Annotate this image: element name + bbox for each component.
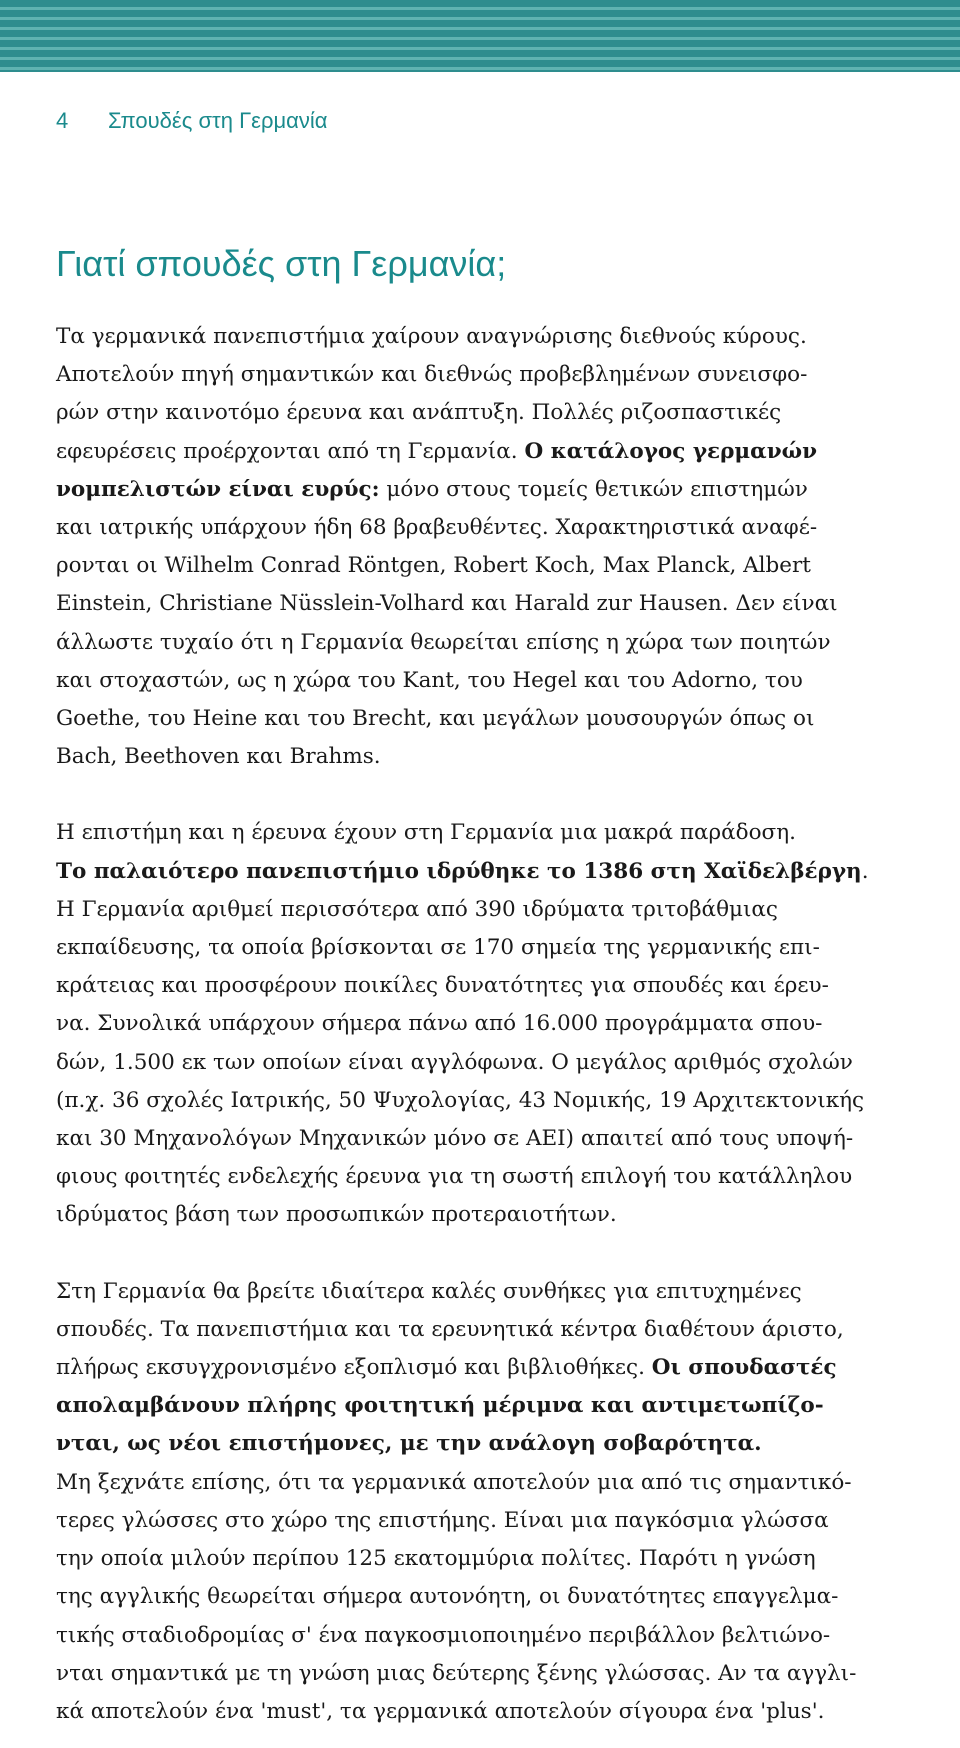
text-run: ιδρύματος βάση των προσωπικών προτεραιοτήτων. bbox=[56, 1202, 617, 1228]
paragraph bbox=[56, 318, 926, 776]
body-text bbox=[56, 318, 926, 1731]
text-run: να. Συνολικά υπάρχουν σήμερα πάνω από 16.000 προγράμματα σπου- bbox=[56, 1011, 823, 1037]
text-run: κά αποτελούν ένα 'must', τα γερμανικά αποτελούν σίγουρα ένα 'plus'. bbox=[56, 1698, 825, 1724]
text-run: μόνο στους τομείς θετικών επιστημών bbox=[379, 476, 808, 502]
text-line bbox=[56, 891, 926, 929]
text-run: της αγγλικής θεωρείται σήμερα αυτονόητη, οι δυνατότητες επαγγελμα- bbox=[56, 1584, 839, 1610]
text-line bbox=[56, 1082, 926, 1120]
text-run: τερες γλώσσες στο χώρο της επιστήμης. Είναι μια παγκόσμια γλώσσα bbox=[56, 1507, 829, 1533]
text-line bbox=[56, 1655, 926, 1693]
text-line bbox=[56, 967, 926, 1005]
bold-run: Ο κατάλογος γερμανών bbox=[524, 438, 817, 464]
running-title: Σπουδές στη Γερμανία bbox=[108, 108, 328, 133]
bold-run: Οι σπουδαστές bbox=[651, 1355, 837, 1381]
bold-run: Το παλαιότερο πανεπιστήμιο ιδρύθηκε το 1386 στη Χαϊδελβέργη bbox=[56, 858, 862, 884]
text-line bbox=[56, 509, 926, 547]
text-run: Η επιστήμη και η έρευνα έχουν στη Γερμανία μια μακρά παράδοση. bbox=[56, 820, 796, 846]
text-line bbox=[56, 1464, 926, 1502]
text-run: . bbox=[861, 858, 869, 884]
text-line bbox=[56, 1120, 926, 1158]
text-run: και 30 Μηχανολόγων Μηχανικών μόνο σε ΑΕΙ) απαιτεί από τους υποψή- bbox=[56, 1126, 854, 1152]
text-run: εφευρέσεις προέρχονται από τη Γερμανία. bbox=[56, 438, 525, 464]
header-stripe-band bbox=[0, 0, 960, 72]
paragraph bbox=[56, 1273, 926, 1731]
text-line bbox=[56, 547, 926, 585]
text-run: Αποτελούν πηγή σημαντικών και διεθνώς προβεβλημένων συνεισφο- bbox=[56, 362, 808, 388]
chapter-title: Γιατί σπουδές στη Γερμανία; bbox=[56, 243, 507, 284]
text-line bbox=[56, 394, 926, 432]
text-line bbox=[56, 1044, 926, 1082]
text-line bbox=[56, 1311, 926, 1349]
text-line bbox=[56, 1196, 926, 1234]
running-header bbox=[56, 108, 328, 134]
text-line bbox=[56, 624, 926, 662]
text-line bbox=[56, 1578, 926, 1616]
text-line bbox=[56, 318, 926, 356]
text-line bbox=[56, 738, 926, 776]
paragraph bbox=[56, 814, 926, 1234]
text-line bbox=[56, 700, 926, 738]
text-run: σπουδές. Τα πανεπιστήμια και τα ερευνητικά κέντρα διαθέτουν άριστο, bbox=[56, 1316, 844, 1342]
text-line bbox=[56, 853, 926, 891]
bold-run: νομπελιστών είναι ευρύς: bbox=[56, 476, 380, 502]
text-run: την οποία μιλούν περίπου 125 εκατομμύρια πολίτες. Παρότι η γνώση bbox=[56, 1546, 816, 1572]
text-run: Einstein, Christiane Nüsslein-Volhard και Harald zur Hausen. Δεν είναι bbox=[56, 591, 838, 617]
text-line bbox=[56, 471, 926, 509]
text-run: ρών στην καινοτόμο έρευνα και ανάπτυξη. Πολλές ριζοσπαστικές bbox=[56, 400, 782, 426]
text-line bbox=[56, 929, 926, 967]
text-line bbox=[56, 433, 926, 471]
page-number: 4 bbox=[56, 108, 69, 133]
bold-run: απολαμβάνουν πλήρης φοιτητική μέριμνα και αντιμετωπίζο- bbox=[56, 1393, 824, 1419]
text-run: (π.χ. 36 σχολές Ιατρικής, 50 Ψυχολογίας, 43 Νομικής, 19 Αρχιτεκτονικής bbox=[56, 1087, 865, 1113]
text-line bbox=[56, 1387, 926, 1425]
text-run: Τα γερμανικά πανεπιστήμια χαίρουν αναγνώρισης διεθνούς κύρους. bbox=[56, 324, 807, 349]
text-line bbox=[56, 1273, 926, 1311]
text-line bbox=[56, 814, 926, 852]
text-run: και στοχαστών, ως η χώρα του Kant, του Hegel και του Adorno, του bbox=[56, 667, 803, 693]
text-line bbox=[56, 1005, 926, 1043]
text-run: Η Γερμανία αριθμεί περισσότερα από 390 ιδρύματα τριτοβάθμιας bbox=[56, 896, 778, 922]
text-line bbox=[56, 662, 926, 700]
text-run: κράτειας και προσφέρουν ποικίλες δυνατότητες για σπουδές και έρευ- bbox=[56, 973, 829, 999]
text-line bbox=[56, 585, 926, 623]
text-line bbox=[56, 1502, 926, 1540]
text-line bbox=[56, 1425, 926, 1463]
text-run: Μη ξεχνάτε επίσης, ότι τα γερμανικά αποτελούν μια από τις σημαντικό- bbox=[56, 1469, 852, 1495]
text-run: και ιατρικής υπάρχουν ήδη 68 βραβευθέντες. Χαρακτηριστικά αναφέ- bbox=[56, 515, 818, 541]
text-line bbox=[56, 1349, 926, 1387]
text-line bbox=[56, 1540, 926, 1578]
text-run: δών, 1.500 εκ των οποίων είναι αγγλόφωνα. Ο μεγάλος αριθμός σχολών bbox=[56, 1049, 853, 1075]
text-run: φιους φοιτητές ενδελεχής έρευνα για τη σωστή επιλογή του κατάλληλου bbox=[56, 1164, 853, 1190]
bold-run: νται, ως νέοι επιστήμονες, με την ανάλογη σοβαρότητα. bbox=[56, 1431, 762, 1457]
text-run: Bach, Beethoven και Brahms. bbox=[56, 744, 381, 770]
text-run: νται σημαντικά με τη γνώση μιας δεύτερης ξένης γλώσσας. Αν τα αγγλι- bbox=[56, 1660, 857, 1686]
text-run: Στη Γερμανία θα βρείτε ιδιαίτερα καλές συνθήκες για επιτυχημένες bbox=[56, 1278, 802, 1304]
text-line bbox=[56, 1158, 926, 1196]
text-run: άλλωστε τυχαίο ότι η Γερμανία θεωρείται επίσης η χώρα των ποιητών bbox=[56, 629, 831, 655]
text-run: ρονται οι Wilhelm Conrad Röntgen, Robert Koch, Max Planck, Albert bbox=[56, 553, 811, 579]
text-run: εκπαίδευσης, τα οποία βρίσκονται σε 170 σημεία της γερμανικής επι- bbox=[56, 935, 820, 961]
text-run: πλήρως εκσυγχρονισμένο εξοπλισμό και βιβλιοθήκες. bbox=[56, 1355, 652, 1381]
text-line bbox=[56, 1693, 926, 1731]
text-run: τικής σταδιοδρομίας σ' ένα παγκοσμιοποιημένο περιβάλλον βελτιώνο- bbox=[56, 1622, 831, 1648]
text-line bbox=[56, 356, 926, 394]
text-line bbox=[56, 1617, 926, 1655]
text-run: Goethe, του Heine και του Brecht, και μεγάλων μουσουργών όπως οι bbox=[56, 706, 815, 732]
